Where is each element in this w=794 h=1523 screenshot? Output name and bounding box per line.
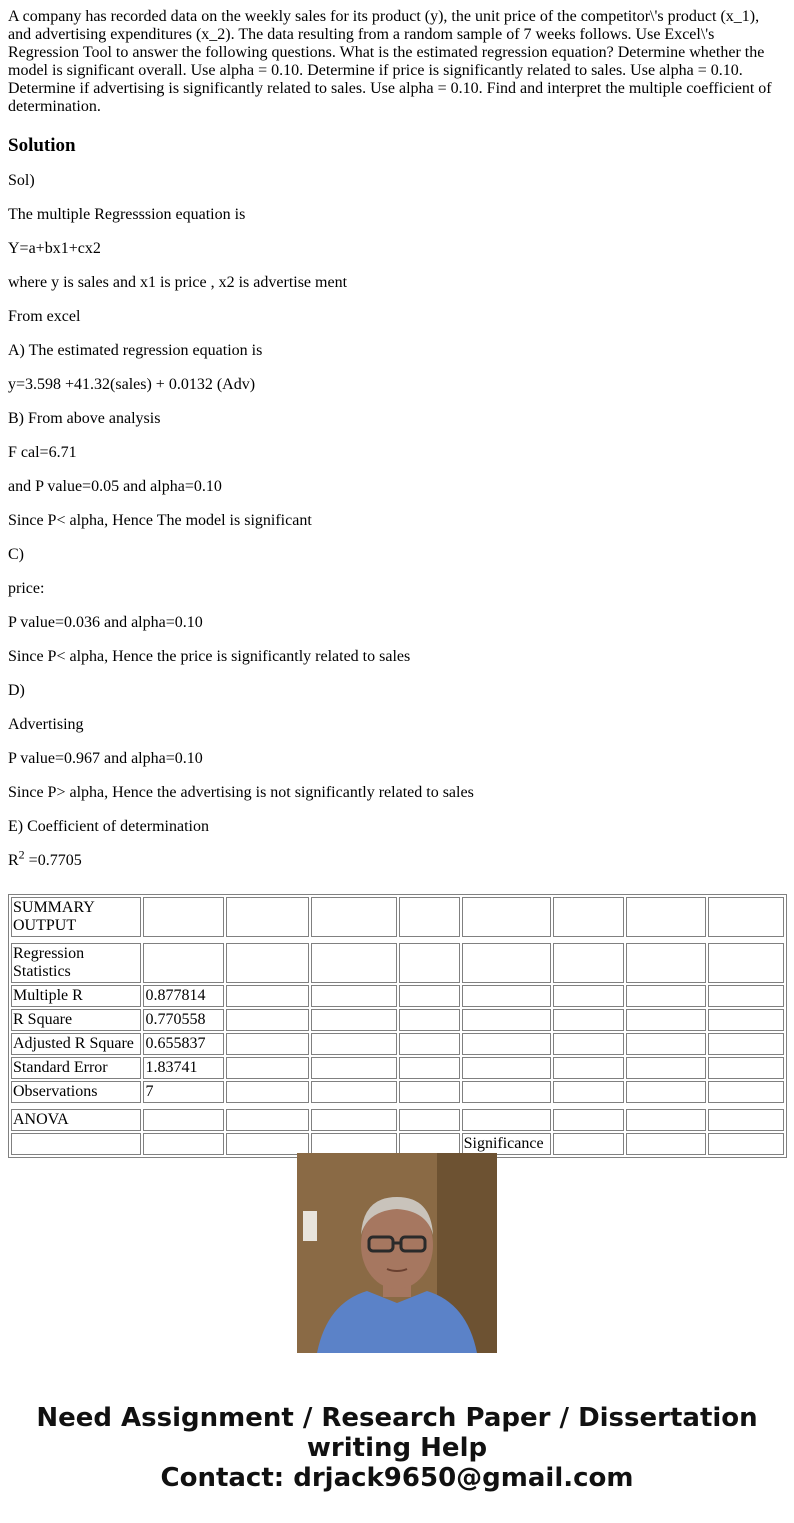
table-cell: ANOVA <box>11 1109 141 1131</box>
table-cell <box>311 897 397 937</box>
r-squared-exponent: 2 <box>18 847 25 862</box>
table-cell: SUMMARY OUTPUT <box>11 897 141 937</box>
solution-line: The multiple Regresssion equation is <box>8 206 246 223</box>
table-cell <box>226 897 309 937</box>
table-cell <box>708 1057 784 1079</box>
stat-value: 0.655837 <box>143 1033 223 1055</box>
table-cell <box>708 985 784 1007</box>
table-cell <box>626 1133 706 1155</box>
author-photo-illustration <box>297 1153 497 1353</box>
table-cell <box>708 1009 784 1031</box>
stat-label: Adjusted R Square <box>11 1033 141 1055</box>
table-gap-row <box>11 939 784 941</box>
table-cell <box>311 985 397 1007</box>
table-cell <box>626 1033 706 1055</box>
table-cell <box>626 1057 706 1079</box>
table-cell <box>708 1081 784 1103</box>
stat-value: 0.877814 <box>143 985 223 1007</box>
table-cell <box>626 943 706 983</box>
table-cell <box>553 897 624 937</box>
solution-heading: Solution <box>8 135 76 156</box>
table-cell <box>143 943 223 983</box>
table-cell <box>399 943 460 983</box>
table-cell <box>11 1133 141 1155</box>
table-cell <box>226 1033 309 1055</box>
photo-switch-plate <box>303 1211 317 1241</box>
table-cell <box>143 1109 223 1131</box>
table-row <box>11 897 784 937</box>
table-cell <box>708 1033 784 1055</box>
table-cell <box>399 985 460 1007</box>
table-row <box>11 1009 784 1031</box>
table-cell <box>626 1109 706 1131</box>
table-cell <box>626 897 706 937</box>
table-cell <box>399 1133 460 1155</box>
table-cell <box>311 1109 397 1131</box>
table-cell <box>553 1081 624 1103</box>
table-cell <box>399 1009 460 1031</box>
table-cell <box>553 1009 624 1031</box>
table-cell <box>311 1133 397 1155</box>
table-cell <box>553 1109 624 1131</box>
solution-line: Since P> alpha, Hence the advertising is not significantly related to sales <box>8 784 474 801</box>
document-body <box>8 8 786 886</box>
stat-label: Multiple R <box>11 985 141 1007</box>
table-gap-cell <box>11 1105 784 1107</box>
stat-value: 0.770558 <box>143 1009 223 1031</box>
table-cell <box>553 1033 624 1055</box>
stat-label: Standard Error <box>11 1057 141 1079</box>
table-cell <box>226 943 309 983</box>
table-cell <box>226 1057 309 1079</box>
table-cell <box>626 1009 706 1031</box>
table-cell <box>311 1009 397 1031</box>
table-cell <box>708 1109 784 1131</box>
table-cell <box>462 897 551 937</box>
solution-lines <box>8 172 786 870</box>
solution-line: A) The estimated regression equation is <box>8 342 263 359</box>
stat-value: 7 <box>143 1081 223 1103</box>
table-cell <box>553 1133 624 1155</box>
solution-line: Since P< alpha, Hence The model is significant <box>8 512 312 529</box>
table-cell <box>462 985 551 1007</box>
table-cell <box>553 943 624 983</box>
solution-line: Sol) <box>8 172 35 189</box>
table-cell <box>226 1133 309 1155</box>
table-cell <box>462 1033 551 1055</box>
stat-label: Observations <box>11 1081 141 1103</box>
table-row <box>11 1081 784 1103</box>
table-cell: Significance <box>462 1133 551 1155</box>
solution-line: Since P< alpha, Hence the price is significantly related to sales <box>8 648 411 665</box>
stat-label: R Square <box>11 1009 141 1031</box>
table-cell <box>226 985 309 1007</box>
table-row <box>11 1033 784 1055</box>
solution-line: D) <box>8 682 25 699</box>
summary-output-table <box>8 894 787 1158</box>
footer-title: Need Assignment / Research Paper / Dissertation writing Help <box>36 1403 758 1463</box>
table-cell <box>399 1081 460 1103</box>
r-squared-value: =0.7705 <box>24 852 82 869</box>
solution-line: y=3.598 +41.32(sales) + 0.0132 (Adv) <box>8 376 256 393</box>
table-row <box>11 1133 784 1155</box>
stat-value: 1.83741 <box>143 1057 223 1079</box>
table-cell <box>311 943 397 983</box>
solution-line: B) From above analysis <box>8 410 161 427</box>
solution-line: From excel <box>8 308 81 325</box>
table-cell <box>143 897 223 937</box>
table-cell <box>399 1057 460 1079</box>
table-cell <box>553 985 624 1007</box>
table-cell <box>462 1009 551 1031</box>
table-cell <box>399 897 460 937</box>
table-cell <box>462 1057 551 1079</box>
solution-line: Y=a+bx1+cx2 <box>8 240 101 257</box>
table-cell <box>399 1109 460 1131</box>
table-cell <box>708 943 784 983</box>
r-squared-line <box>8 847 786 870</box>
table-cell <box>226 1109 309 1131</box>
table-cell <box>311 1033 397 1055</box>
table-cell <box>226 1009 309 1031</box>
table-cell <box>143 1133 223 1155</box>
solution-line: and P value=0.05 and alpha=0.10 <box>8 478 222 495</box>
table-row <box>11 943 784 983</box>
table-cell <box>311 1057 397 1079</box>
table-gap-cell <box>11 939 784 941</box>
solution-line: C) <box>8 546 24 563</box>
summary-output-table-container <box>8 894 787 1152</box>
author-photo <box>297 1153 497 1353</box>
table-cell <box>462 1081 551 1103</box>
solution-line: price: <box>8 580 45 597</box>
table-cell <box>708 1133 784 1155</box>
r-squared-symbol: R <box>8 852 19 869</box>
table-row <box>11 1057 784 1079</box>
table-cell <box>311 1081 397 1103</box>
table-cell <box>462 943 551 983</box>
table-cell <box>462 1109 551 1131</box>
table-gap-row <box>11 1105 784 1107</box>
solution-line: E) Coefficient of determination <box>8 818 209 835</box>
solution-line: P value=0.036 and alpha=0.10 <box>8 614 203 631</box>
solution-line: Advertising <box>8 716 84 733</box>
footer-banner <box>0 1403 794 1493</box>
table-cell <box>399 1033 460 1055</box>
solution-line: F cal=6.71 <box>8 444 77 461</box>
table-cell <box>626 985 706 1007</box>
question-text: A company has recorded data on the weekly sales for its product (y), the unit price of the competitor\'s product (x_1), and advertising expenditures (x_2). The data resulting from a random sample of 7 weeks follows. Use Excel\'s Regression Tool to answer the following questions. What is the estimated regression equation? Determine whether the model is significant overall. Use alpha = 0.10. Determine if price is significantly related to sales. Use alpha = 0.10. Determine if advertising is significantly related to sales. Use alpha = 0.10. Find and interpret the multiple coefficient of determination. <box>8 8 772 115</box>
table-cell: Regression Statistics <box>11 943 141 983</box>
table-row <box>11 985 784 1007</box>
solution-line: P value=0.967 and alpha=0.10 <box>8 750 203 767</box>
footer-contact: Contact: drjack9650@gmail.com <box>160 1463 634 1493</box>
table-cell <box>626 1081 706 1103</box>
table-row <box>11 1109 784 1131</box>
table-cell <box>553 1057 624 1079</box>
table-cell <box>226 1081 309 1103</box>
solution-line: where y is sales and x1 is price , x2 is advertise ment <box>8 274 348 291</box>
table-cell <box>708 897 784 937</box>
